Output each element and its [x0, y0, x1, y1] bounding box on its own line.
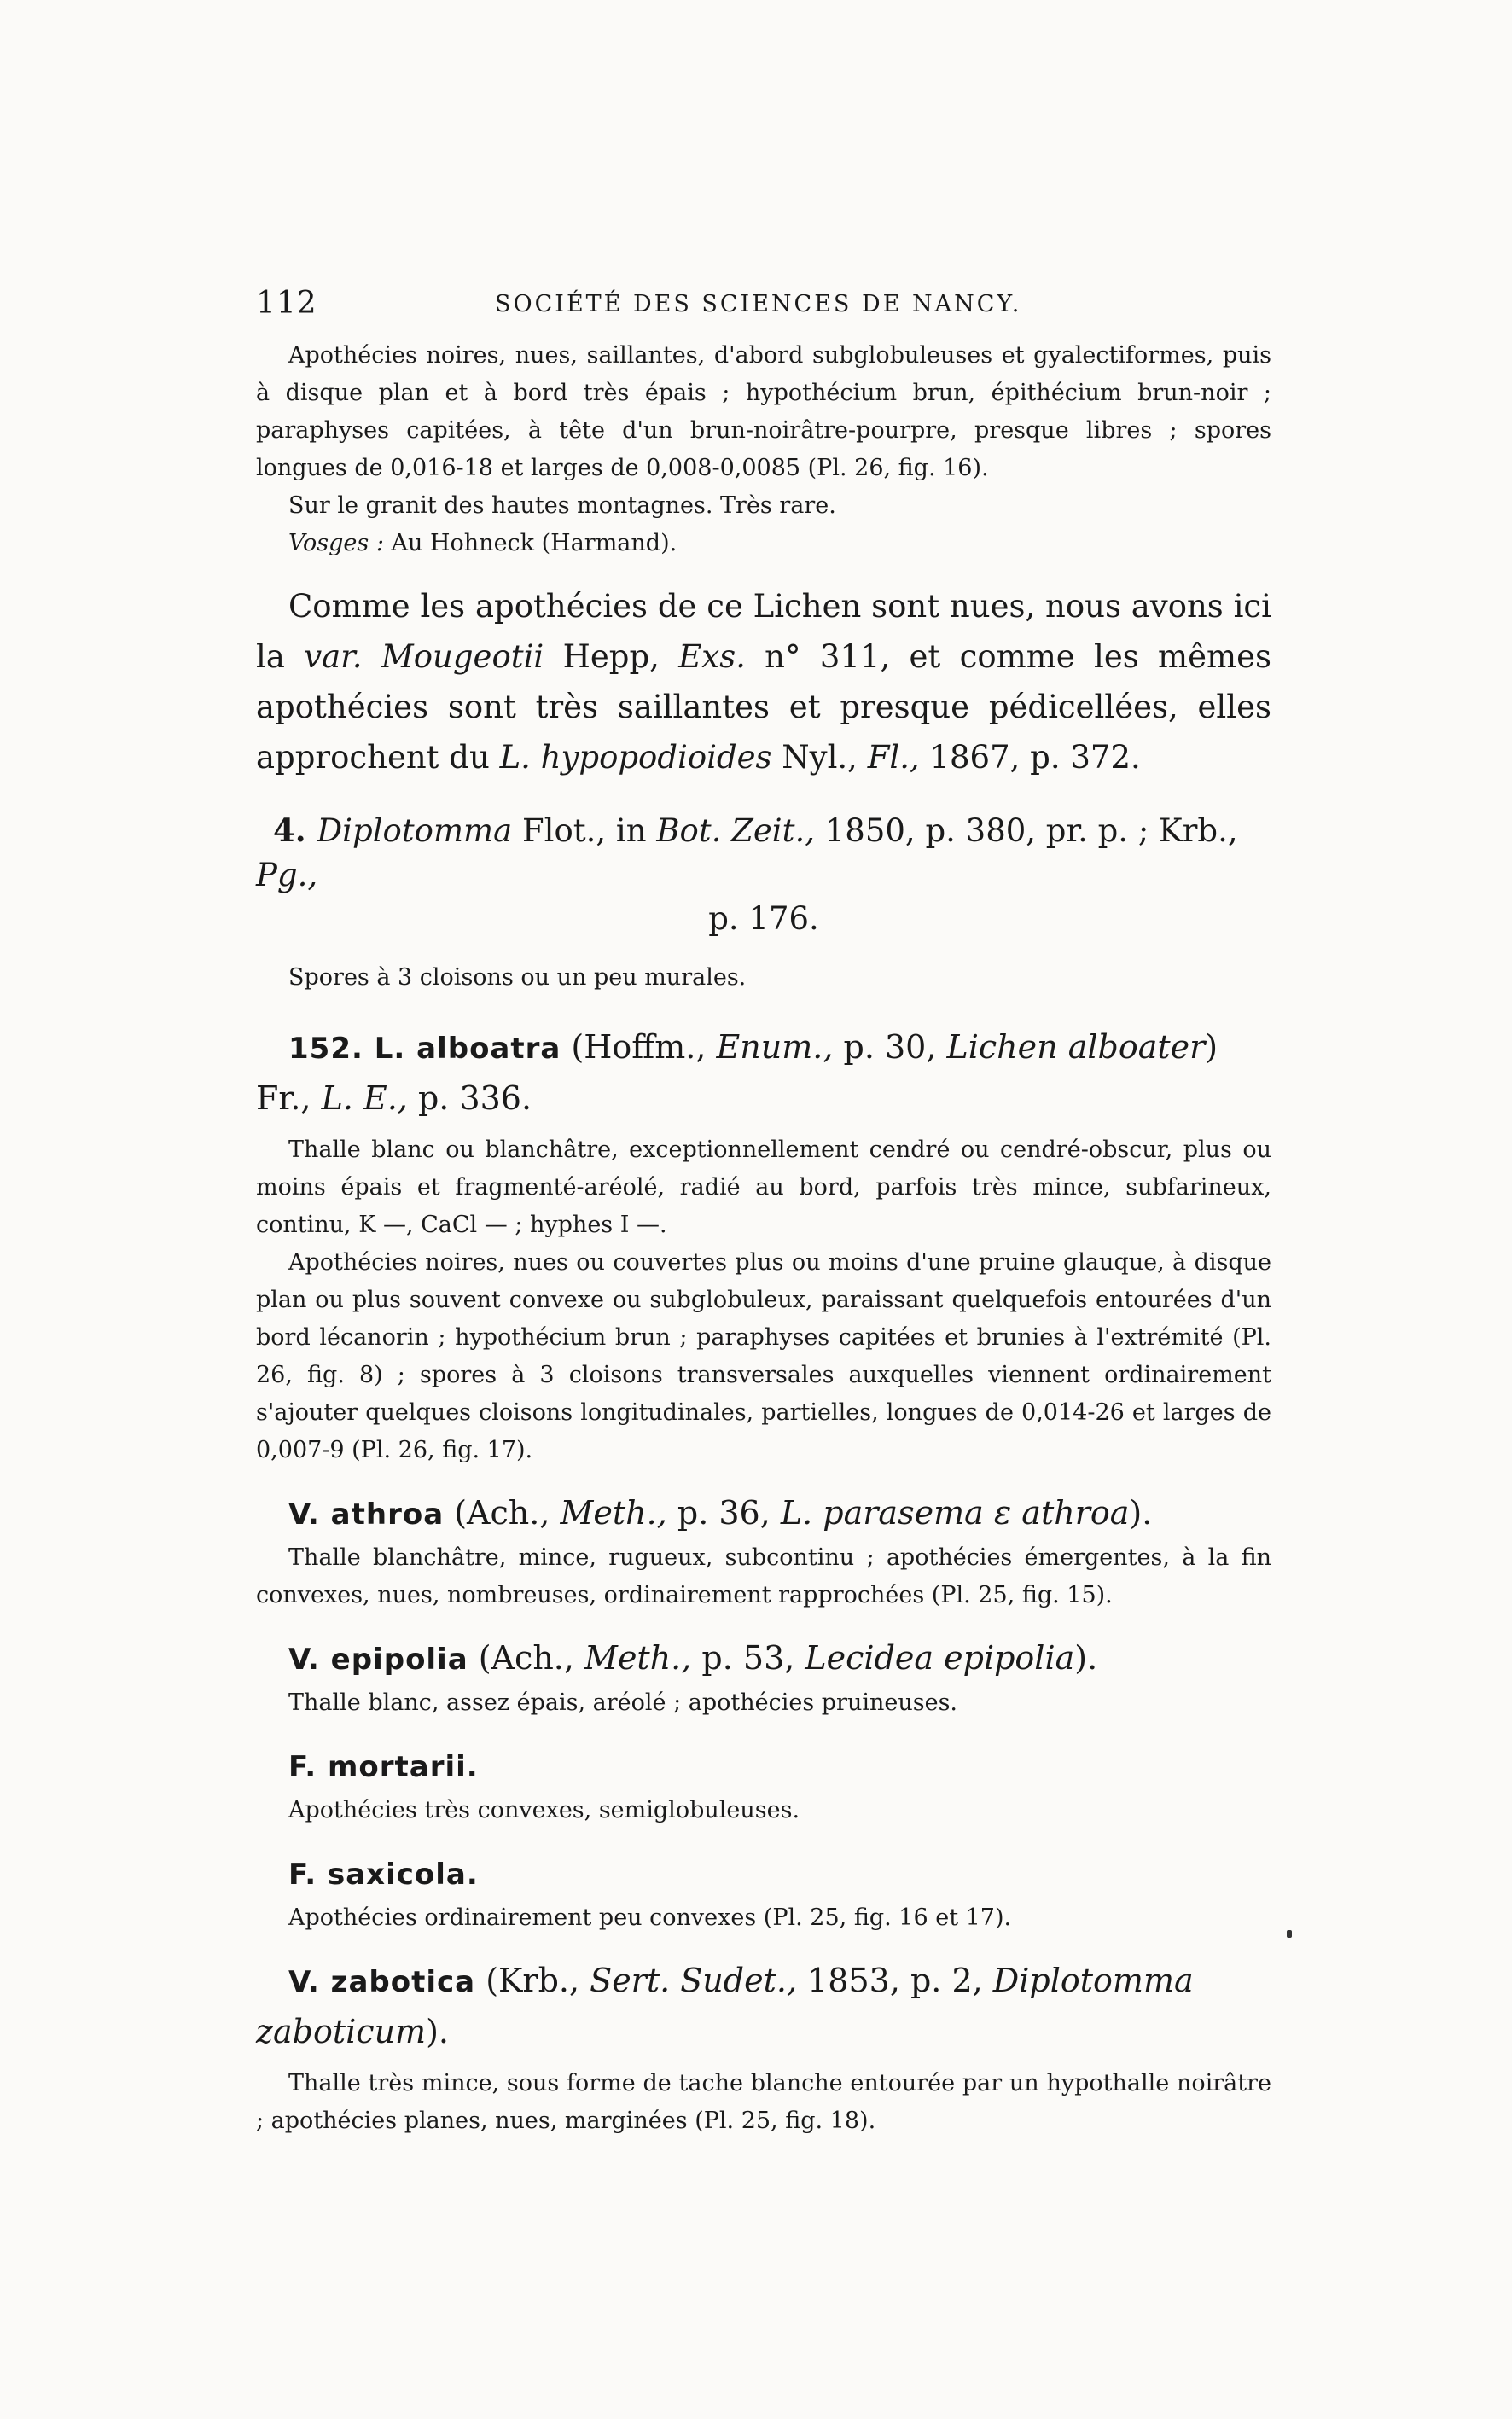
genus-number: 4.	[273, 811, 317, 849]
variety-text-2: 1853, p. 2,	[797, 1962, 993, 1999]
commentary-text-2: Hepp,	[544, 638, 679, 675]
variety-synonym: Lecidea epipolia	[805, 1639, 1075, 1677]
variety-name: V. epipolia	[288, 1643, 468, 1677]
text-column	[256, 337, 1271, 2140]
genus-heading	[256, 808, 1271, 898]
genus-heading-page: p. 176.	[708, 900, 819, 937]
commentary-text-4: Nyl.,	[771, 739, 868, 776]
species-enum: Enum.,	[716, 1028, 834, 1066]
variety-text-1: (Ach.,	[468, 1639, 585, 1677]
paragraph-epipolia: Thalle blanc, assez épais, aréolé ; apothécies pruineuses.	[288, 1689, 958, 1716]
variety-synonym: L. parasema ε athroa	[780, 1494, 1130, 1532]
commentary-text-5: 1867, p. 372.	[919, 739, 1141, 776]
variety-meth: Meth.,	[584, 1639, 692, 1677]
commentary-exs: Exs.	[678, 638, 746, 675]
species-text-1: (Hoffm.,	[561, 1028, 717, 1066]
variety-meth: Meth.,	[560, 1494, 667, 1532]
paragraph-athroa: Thalle blanchâtre, mince, rugueux, subcontinu ; apothécies émergentes, à la fin convexes, nues, nombreuses, ordinairement rapprochées (Pl. 25, fig. 15).	[256, 1544, 1271, 1608]
paragraph-genus-spores: Spores à 3 cloisons ou un peu murales.	[288, 964, 747, 991]
variety-synonym: Diplotomma zaboticum	[256, 1962, 1194, 2050]
variety-text-2: p. 53,	[691, 1639, 805, 1677]
commentary-taxon-var: var. Mougeotii	[304, 638, 544, 675]
form-heading-mortarii	[256, 1741, 1271, 1792]
variety-heading-epipolia	[256, 1633, 1271, 1684]
paragraph-thallus: Thalle blanc ou blanchâtre, exceptionnellement cendré ou cendré-obscur, plus ou moins épais et fragmenté-aréolé, radié au bord, parfois très mince, subfarineux, continu, K —, CaCl — ; hyphes I —.	[256, 1137, 1271, 1238]
locality-label: Vosges :	[288, 530, 384, 556]
paragraph-apothecies: Apothécies noires, nues ou couvertes plus ou moins d'une pruine glauque, à disque plan ou plus souvent convexe ou subglobuleux, paraissant quelquefois entourées d'un bord lécanorin ; hypothécium brun ; paraphyses capitées et brunies à l'extrémité (Pl. 26, fig. 8) ; spores à 3 cloisons transversales auxquelles viennent ordinairement s'ajouter quelques cloisons longitudinales, partielles, longues de 0,014-26 et larges de 0,007-9 (Pl. 26, fig. 17).	[256, 1249, 1271, 1463]
variety-name: V. zabotica	[288, 1965, 476, 1999]
commentary-fl: Fl.,	[867, 739, 920, 776]
species-name: 152. L. alboatra	[288, 1032, 561, 1066]
genus-journal: Bot. Zeit.,	[656, 812, 815, 849]
paragraph-habitat: Sur le granit des hautes montagnes. Très rare.	[288, 492, 836, 519]
running-title: SOCIÉTÉ DES SCIENCES DE NANCY.	[495, 291, 1022, 317]
commentary-text-1: Comme les apothécies de ce Lichen sont nues, nous avons ici la	[256, 588, 1271, 675]
variety-sert: Sert. Sudet.,	[590, 1962, 798, 1999]
species-heading-152	[256, 1022, 1271, 1123]
commentary-taxon-l: L. hypopodioides	[499, 739, 772, 776]
variety-text-3: ).	[1074, 1639, 1098, 1677]
species-text-2: p. 30,	[833, 1028, 947, 1066]
genus-text-1: Flot., in	[512, 812, 657, 849]
genus-name: Diplotomma	[317, 812, 513, 849]
variety-text-1: (Ach.,	[444, 1494, 561, 1532]
paragraph-zabotica: Thalle très mince, sous forme de tache blanche entourée par un hypothalle noirâtre ; apothécies planes, nues, marginées (Pl. 25, fig. 18).	[256, 2070, 1271, 2134]
genus-text-2: 1850, p. 380, pr. p. ; Krb.,	[815, 812, 1238, 849]
commentary-text-3: n° 311, et comme les mêmes apothécies sont très saillantes et presque pédicellées, elles approchent du	[256, 638, 1272, 776]
variety-text-3: ).	[1129, 1494, 1153, 1532]
paragraph-mortarii: Apothécies très convexes, semiglobuleuses.	[288, 1797, 800, 1823]
variety-name: V. athroa	[288, 1497, 445, 1532]
running-header	[256, 286, 1271, 329]
variety-heading-zabotica	[256, 1956, 1271, 2056]
paragraph-locality	[256, 525, 1271, 562]
species-basionym: Lichen alboater	[946, 1028, 1206, 1066]
variety-text-3: ).	[426, 2013, 449, 2050]
locality-text: Au Hohneck (Harmand).	[383, 530, 677, 556]
species-text-4: p. 336.	[407, 1079, 532, 1117]
genus-pg: Pg.,	[256, 857, 318, 893]
variety-text-1: (Krb.,	[475, 1962, 590, 1999]
species-text-3: ) Fr.,	[256, 1028, 1218, 1117]
form-heading-saxicola	[256, 1848, 1271, 1899]
variety-text-2: p. 36,	[666, 1494, 781, 1532]
ink-speck	[1287, 1930, 1292, 1938]
variety-heading-athroa	[256, 1488, 1271, 1539]
form-name: F. saxicola.	[288, 1858, 479, 1892]
page-number: 112	[256, 286, 317, 321]
paragraph-saxicola: Apothécies ordinairement peu convexes (Pl. 25, fig. 16 et 17).	[288, 1904, 1012, 1931]
form-name: F. mortarii.	[288, 1750, 479, 1784]
paragraph-apothecies-description: Apothécies noires, nues, saillantes, d'abord subglobuleuses et gyalectiformes, puis à disque plan et à bord très épais ; hypothécium brun, épithécium brun-noir ; paraphyses capitées, à tête d'un brun-noirâtre-pourpre, presque libres ; spores longues de 0,016-18 et larges de 0,008-0,0085 (Pl. 26, fig. 16).	[256, 342, 1271, 481]
species-le: L. E.,	[321, 1079, 408, 1117]
paragraph-commentary	[256, 581, 1271, 782]
